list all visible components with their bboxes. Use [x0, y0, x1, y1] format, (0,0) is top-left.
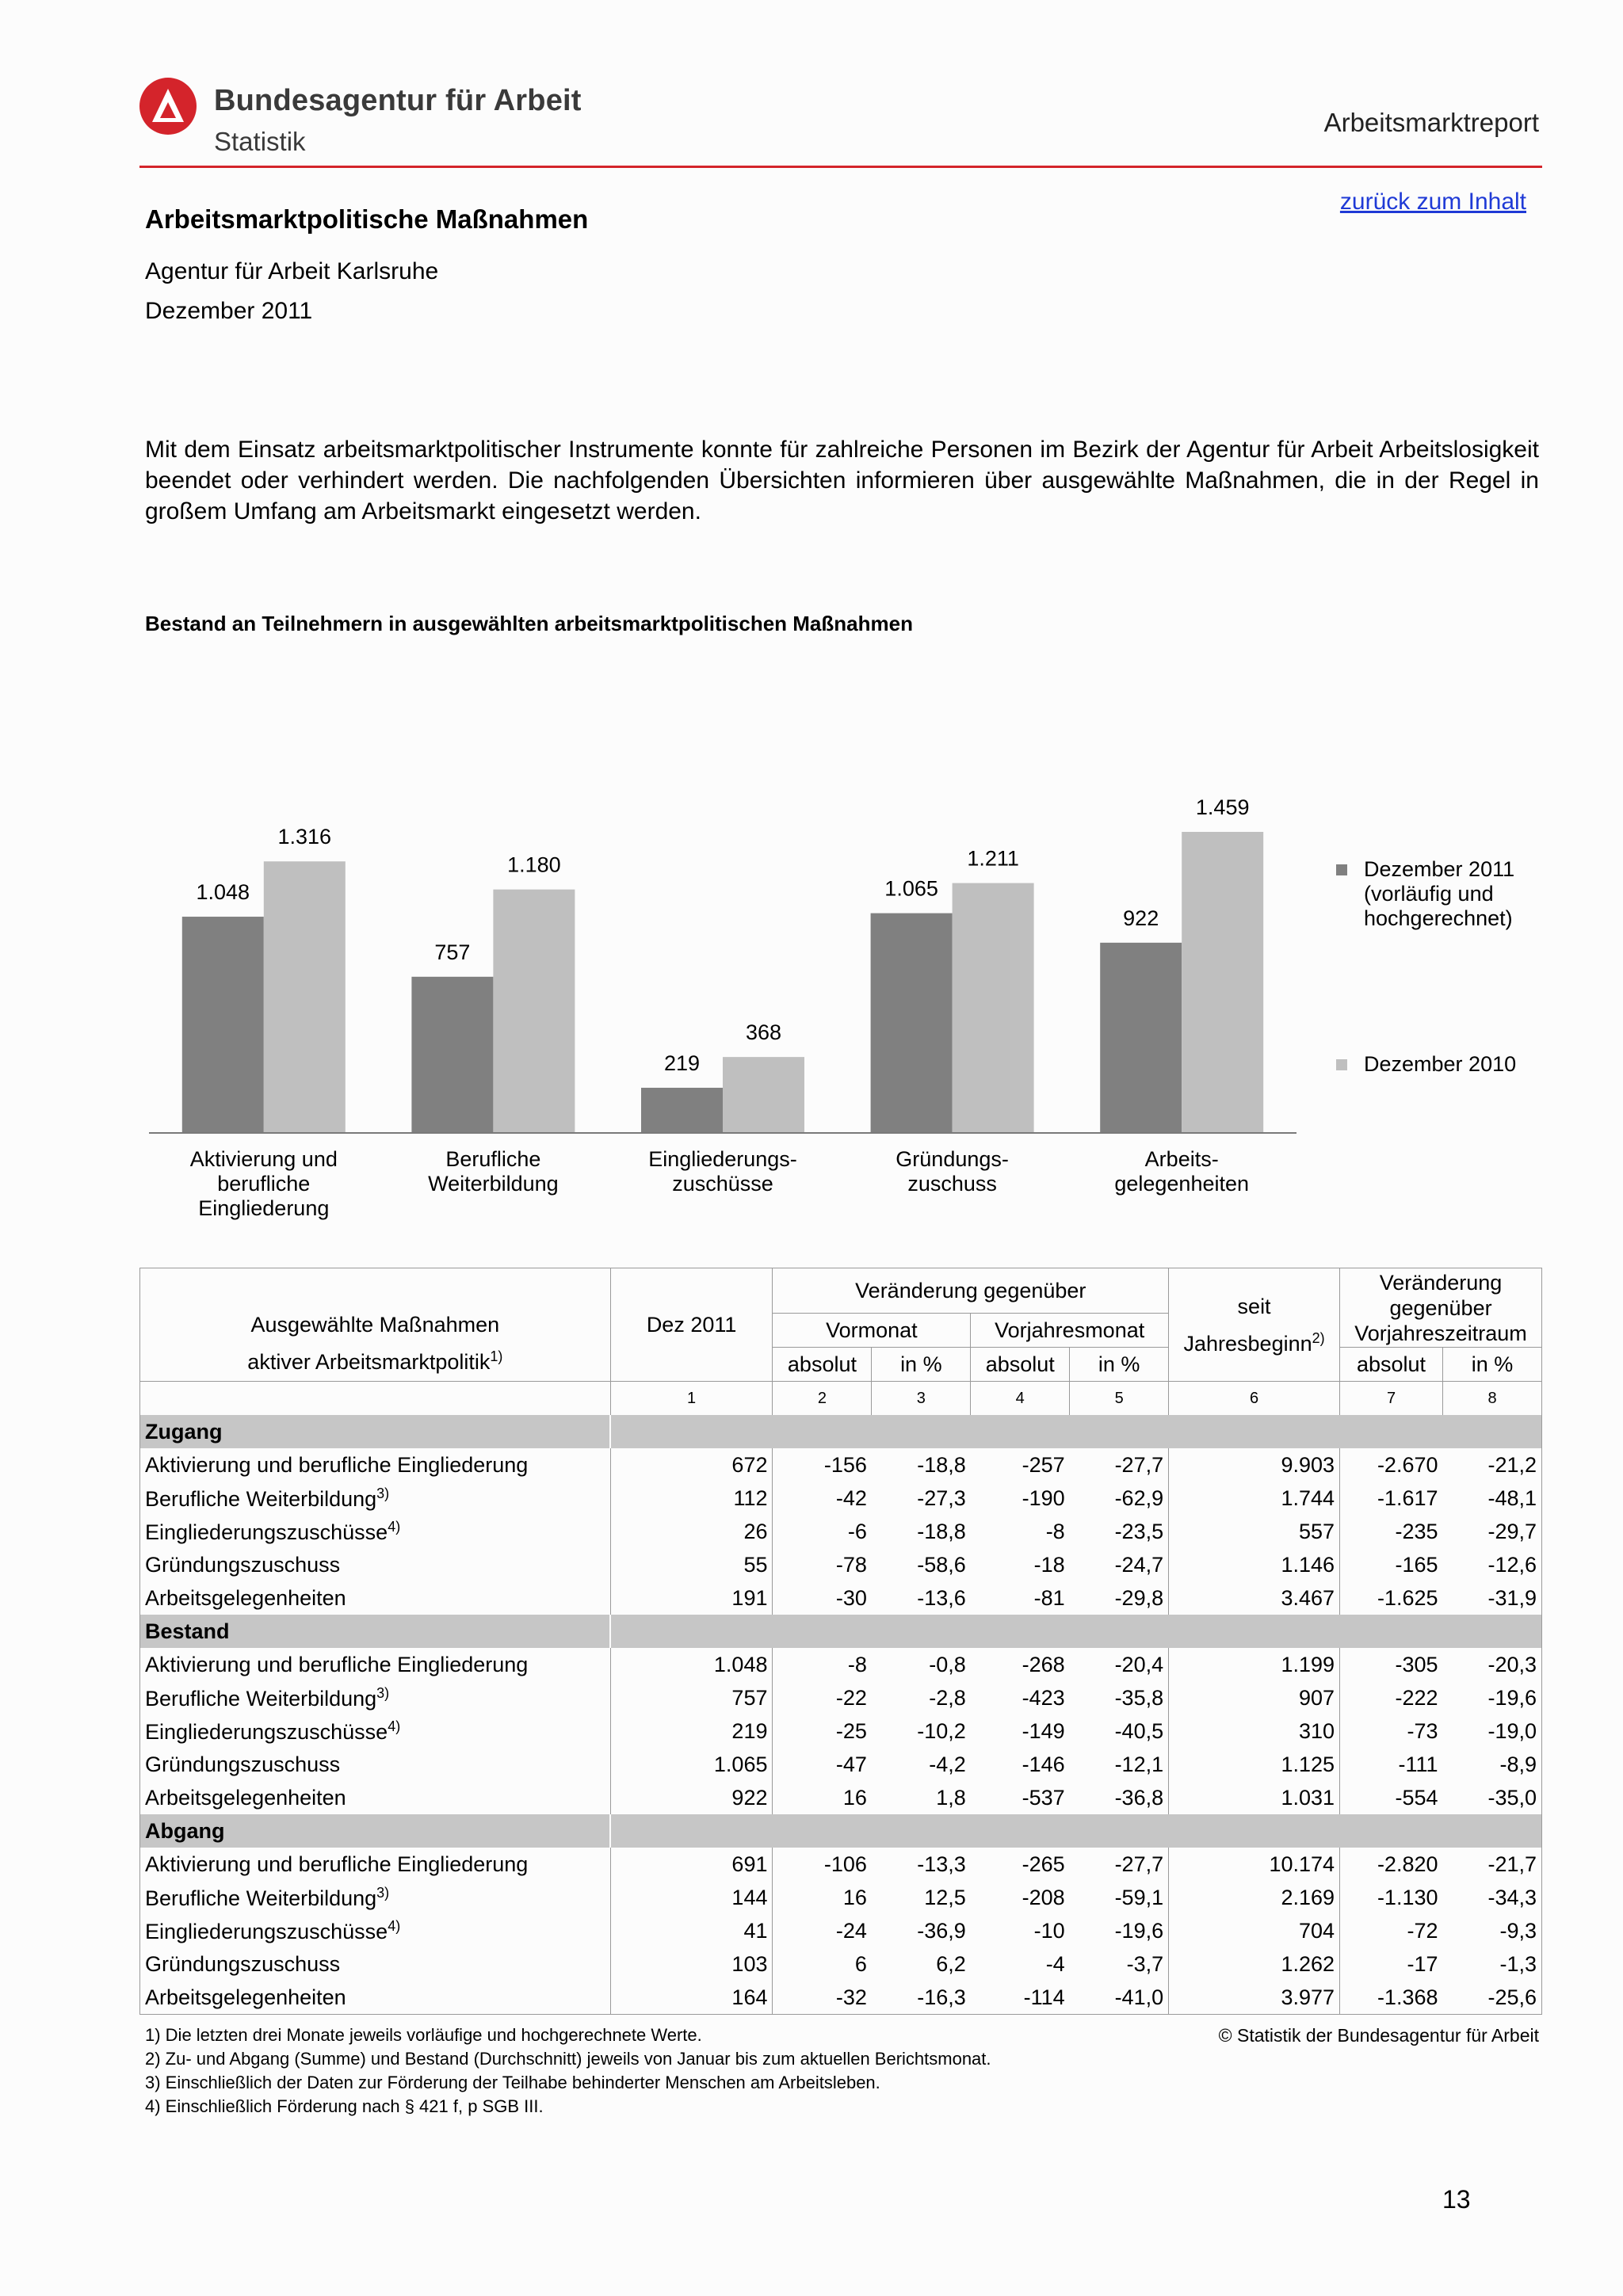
- cell-value: -17: [1340, 1947, 1443, 1981]
- report-title: Arbeitsmarktreport: [1323, 108, 1539, 137]
- legend-swatch: [1336, 864, 1347, 875]
- bar-value-label: 1.048: [196, 880, 250, 905]
- category-label-line: Arbeits-: [1144, 1147, 1219, 1171]
- table-row: [140, 1581, 1542, 1615]
- row-label-text: Berufliche Weiterbildung: [145, 1686, 377, 1711]
- cell-value: -47: [773, 1748, 872, 1781]
- row-label: [140, 1848, 611, 1881]
- cell-value: -19,0: [1487, 1718, 1537, 1743]
- cell-value: -3,7: [1126, 1951, 1164, 1976]
- bar-dez-2011: [641, 1088, 723, 1133]
- cell-value: -73: [1340, 1714, 1443, 1748]
- section-row: [140, 1415, 1542, 1448]
- footnote-1: 1) Die letzten drei Monate jeweils vorläufige und hochgerechnete Werte.: [145, 2025, 702, 2045]
- col-index: 4: [971, 1382, 1070, 1416]
- cell-value: 6,2: [936, 1951, 966, 1976]
- section-title: Abgang: [140, 1814, 611, 1848]
- cell-value: -18,8: [917, 1519, 966, 1543]
- cell-value: 6: [773, 1947, 872, 1981]
- cell-value: -78: [773, 1548, 872, 1581]
- row-label-text: Gründungszuschuss: [145, 1552, 341, 1577]
- bar-value-label: 1.459: [1195, 795, 1250, 819]
- cell-value: -22: [773, 1681, 872, 1714]
- table-row: [140, 1482, 1542, 1515]
- cell-value: -36,9: [917, 1918, 966, 1943]
- cell-value: -12,1: [1114, 1752, 1164, 1776]
- cell-value: -25,6: [1487, 1985, 1537, 2009]
- row-label: [140, 1448, 611, 1482]
- cell-value: -24: [773, 1914, 872, 1947]
- cell-value: -34,3: [1487, 1885, 1537, 1909]
- cell-value: -1.617: [1340, 1482, 1443, 1515]
- cell-value: -10,2: [917, 1718, 966, 1743]
- back-to-contents-link[interactable]: zurück zum Inhalt: [1339, 189, 1526, 215]
- bar-value-label: 1.180: [507, 852, 561, 877]
- cell-value: -19,6: [1114, 1918, 1164, 1943]
- page-number: 13: [1442, 2185, 1471, 2214]
- cell-value: 2.169: [1169, 1881, 1340, 1914]
- table-row: [140, 1681, 1542, 1714]
- table-row: [140, 1947, 1542, 1981]
- cell-value: -16,3: [917, 1985, 966, 2009]
- cell-value: -156: [773, 1448, 872, 1482]
- cell-value: -8,9: [1499, 1752, 1537, 1776]
- row-label: [140, 1914, 611, 1947]
- row-label: [140, 1881, 611, 1914]
- cell-value: -257: [1022, 1452, 1065, 1477]
- cell-value: -4,2: [929, 1752, 966, 1776]
- legend-label-line: Dezember 2010: [1364, 1052, 1517, 1076]
- legend-label-line: hochgerechnet): [1364, 906, 1513, 930]
- bar-value-label: 922: [1123, 906, 1159, 930]
- row-label: [140, 1482, 611, 1515]
- table-row: [140, 1781, 1542, 1814]
- cell-value: -27,7: [1114, 1452, 1164, 1477]
- table-row: [140, 1714, 1542, 1748]
- legend-label: [1364, 857, 1514, 931]
- bar-value-label: 757: [434, 940, 471, 964]
- cell-value: 144: [610, 1881, 773, 1914]
- cell-value: -13,6: [917, 1585, 966, 1610]
- cell-value: -8: [1045, 1519, 1065, 1543]
- row-label-text: Aktivierung und berufliche Eingliederung: [145, 1452, 529, 1477]
- bar-dez-2011: [871, 913, 953, 1133]
- bar-value-label: 219: [663, 1051, 701, 1075]
- table-row: [140, 1981, 1542, 2015]
- footnote-3: 3) Einschließlich der Daten zur Förderung der Teilhabe behinderter Menschen am Arbeitsleben.: [145, 2073, 880, 2092]
- category-label: [628, 1147, 818, 1196]
- col-header-pct: in %: [1070, 1348, 1169, 1382]
- col-index: 7: [1340, 1382, 1443, 1416]
- cell-value: 557: [1169, 1515, 1340, 1548]
- cell-value: -265: [1022, 1852, 1065, 1876]
- cell-value: -1.130: [1340, 1881, 1443, 1914]
- bar-dez-2011: [1100, 943, 1182, 1133]
- cell-value: 1.146: [1169, 1548, 1340, 1581]
- col-header-absolut: absolut: [773, 1348, 872, 1382]
- cell-value: -20,3: [1487, 1652, 1537, 1676]
- row-label-text: Arbeitsgelegenheiten: [145, 1985, 346, 2009]
- cell-value: 112: [610, 1482, 773, 1515]
- cell-value: 1.031: [1169, 1781, 1340, 1814]
- cell-value: -25: [773, 1714, 872, 1748]
- cell-value: -42: [773, 1482, 872, 1515]
- category-label: [169, 1147, 359, 1221]
- cell-value: -32: [773, 1981, 872, 2015]
- cell-value: -305: [1340, 1648, 1443, 1681]
- cell-value: -4: [1045, 1951, 1065, 1976]
- cell-value: -235: [1340, 1515, 1443, 1548]
- cell-value: 704: [1169, 1914, 1340, 1947]
- cell-value: -35,0: [1487, 1785, 1537, 1810]
- cell-value: -24,7: [1114, 1552, 1164, 1577]
- cell-value: -190: [1022, 1486, 1065, 1510]
- footnote-2: 2) Zu- und Abgang (Summe) und Bestand (Durchschnitt) jeweils von Januar bis zum aktuellen Berichtsmonat.: [145, 2049, 991, 2069]
- bar-value-label: 1.211: [967, 846, 1019, 871]
- cell-value: -29,8: [1114, 1585, 1164, 1610]
- footnote-ref: 4): [388, 1518, 401, 1535]
- table-row: [140, 1848, 1542, 1881]
- category-label-line: Eingliederung: [198, 1196, 330, 1220]
- category-label-line: zuschuss: [907, 1172, 997, 1196]
- col-header-dez: Dez 2011: [610, 1268, 773, 1382]
- cell-value: -8: [773, 1648, 872, 1681]
- cell-value: -21,2: [1487, 1452, 1537, 1477]
- cell-value: -48,1: [1487, 1486, 1537, 1510]
- cell-value: -0,8: [929, 1652, 966, 1676]
- category-label-line: Aktivierung und: [189, 1147, 338, 1171]
- bar-dez-2010: [723, 1057, 804, 1133]
- cell-value: -208: [1022, 1885, 1065, 1909]
- cell-value: -12,6: [1487, 1552, 1537, 1577]
- table-row: [140, 1881, 1542, 1914]
- cell-value: 1.744: [1169, 1482, 1340, 1515]
- footnote-4: 4) Einschließlich Förderung nach § 421 f, p SGB III.: [145, 2096, 544, 2116]
- legend-label-line: (vorläufig und: [1364, 882, 1494, 906]
- footnote-ref: 3): [376, 1884, 390, 1901]
- col-index: 5: [1070, 1382, 1169, 1416]
- cell-value: 1.125: [1169, 1748, 1340, 1781]
- cell-value: -81: [1033, 1585, 1065, 1610]
- row-label: [140, 1748, 611, 1781]
- table-row: [140, 1914, 1542, 1947]
- col-header-change: Veränderung gegenüber: [773, 1268, 1169, 1314]
- table-row: [140, 1548, 1542, 1581]
- cell-value: 3.977: [1169, 1981, 1340, 2015]
- cell-value: -114: [1023, 1985, 1065, 2009]
- cell-value: -111: [1340, 1748, 1443, 1781]
- section-title: Zugang: [140, 1415, 611, 1448]
- section-row: [140, 1814, 1542, 1848]
- row-label: [140, 1981, 611, 2015]
- cell-value: -149: [1022, 1718, 1065, 1743]
- cell-value: 12,5: [924, 1885, 966, 1909]
- row-label-text: Berufliche Weiterbildung: [145, 1886, 377, 1910]
- cell-value: -36,8: [1114, 1785, 1164, 1810]
- cell-value: -537: [1022, 1785, 1065, 1810]
- category-label-line: berufliche: [217, 1172, 311, 1196]
- chart-title: Bestand an Teilnehmern in ausgewählten arbeitsmarktpolitischen Maßnahmen: [145, 612, 913, 635]
- col-index: 6: [1169, 1382, 1340, 1416]
- cell-value: 1.048: [610, 1648, 773, 1681]
- section-title: Bestand: [140, 1615, 611, 1648]
- bar-value-label: 1.316: [277, 825, 332, 849]
- cell-value: 1,8: [936, 1785, 966, 1810]
- cell-value: -268: [1022, 1652, 1065, 1676]
- legend-label-line: Dezember 2011: [1364, 857, 1515, 881]
- col-index: 3: [872, 1382, 971, 1416]
- category-label: [857, 1147, 1048, 1196]
- col-index: 8: [1443, 1382, 1542, 1416]
- cell-value: -2.820: [1340, 1848, 1443, 1881]
- cell-value: 907: [1169, 1681, 1340, 1714]
- cell-value: 1.199: [1169, 1648, 1340, 1681]
- row-label: [140, 1781, 611, 1814]
- org-name: Bundesagentur für Arbeit: [214, 84, 582, 117]
- cell-value: -2.670: [1340, 1448, 1443, 1482]
- cell-value: -165: [1340, 1548, 1443, 1581]
- category-label-line: Eingliederungs-: [648, 1147, 797, 1171]
- category-label-line: Berufliche: [445, 1147, 541, 1171]
- row-label: [140, 1515, 611, 1548]
- bar-dez-2010: [264, 861, 346, 1133]
- page-title: Arbeitsmarktpolitische Maßnahmen: [145, 204, 589, 234]
- table-row: [140, 1515, 1542, 1548]
- cell-value: -146: [1022, 1752, 1065, 1776]
- category-label: [1086, 1147, 1277, 1196]
- cell-value: 1.262: [1169, 1947, 1340, 1981]
- cell-value: 16: [773, 1781, 872, 1814]
- cell-value: -13,3: [917, 1852, 966, 1876]
- cell-value: 922: [610, 1781, 773, 1814]
- footnote-ref: 3): [376, 1485, 390, 1501]
- row-label-text: Eingliederungszuschüsse: [145, 1719, 388, 1744]
- row-label: [140, 1714, 611, 1748]
- category-label-line: Weiterbildung: [428, 1172, 559, 1196]
- cell-value: 103: [610, 1947, 773, 1981]
- row-label-text: Arbeitsgelegenheiten: [145, 1585, 346, 1610]
- cell-value: 164: [610, 1981, 773, 2015]
- col-header-vormonat: Vormonat: [773, 1314, 971, 1348]
- cell-value: 191: [610, 1581, 773, 1615]
- cell-value: 691: [610, 1848, 773, 1881]
- cell-value: 219: [610, 1714, 773, 1748]
- bar-value-label: 1.065: [884, 876, 938, 901]
- cell-value: -1,3: [1499, 1951, 1537, 1976]
- col-header-pct: in %: [1443, 1348, 1542, 1382]
- cell-value: 757: [610, 1681, 773, 1714]
- agency-name: Agentur für Arbeit Karlsruhe: [145, 258, 439, 284]
- cell-value: -35,8: [1114, 1685, 1164, 1710]
- cell-value: -59,1: [1114, 1885, 1164, 1909]
- cell-value: -9,3: [1499, 1918, 1537, 1943]
- col-header-pct: in %: [872, 1348, 971, 1382]
- col-index: 2: [773, 1382, 872, 1416]
- col-index: 1: [610, 1382, 773, 1416]
- cell-value: -41,0: [1114, 1985, 1164, 2009]
- row-label-text: Gründungszuschuss: [145, 1951, 341, 1976]
- cell-value: -58,6: [917, 1552, 966, 1577]
- row-label: [140, 1681, 611, 1714]
- row-label-text: Aktivierung und berufliche Eingliederung: [145, 1852, 529, 1876]
- intro-paragraph: Mit dem Einsatz arbeitsmarktpolitischer Instrumente konnte für zahlreiche Personen im Bezirk der Agentur für Arbeit Arbeitslosigkeit beendet oder verhindert werden. Die nachfolgenden Übersichten informieren über ausgewählte Maßnahmen, die in der Regel in großem Umfang am Arbeitsmarkt eingesetzt werden.: [145, 437, 1539, 524]
- cell-value: -6: [773, 1515, 872, 1548]
- cell-value: -29,7: [1487, 1519, 1537, 1543]
- cell-value: -31,9: [1487, 1585, 1537, 1610]
- cell-value: -2,8: [929, 1685, 966, 1710]
- cell-value: -222: [1340, 1681, 1443, 1714]
- bar-dez-2010: [1182, 832, 1263, 1133]
- bar-dez-2011: [182, 917, 264, 1133]
- cell-value: -18: [1033, 1552, 1065, 1577]
- cell-value: -19,6: [1487, 1685, 1537, 1710]
- cell-value: -27,3: [917, 1486, 966, 1510]
- row-label: [140, 1548, 611, 1581]
- table-row: [140, 1448, 1542, 1482]
- category-label-line: Gründungs-: [896, 1147, 1009, 1171]
- bar-value-label: 368: [745, 1020, 782, 1045]
- col-header-absolut: absolut: [971, 1348, 1070, 1382]
- cell-value: -423: [1022, 1685, 1065, 1710]
- col-header-vorjahresmonat: Vorjahresmonat: [971, 1314, 1169, 1348]
- footnote-ref: 3): [376, 1684, 390, 1701]
- cell-value: 1.065: [610, 1748, 773, 1781]
- cell-value: -554: [1340, 1781, 1443, 1814]
- cell-value: 3.467: [1169, 1581, 1340, 1615]
- col-header-absolut: absolut: [1340, 1348, 1443, 1382]
- row-label-text: Arbeitsgelegenheiten: [145, 1785, 346, 1810]
- cell-value: -40,5: [1114, 1718, 1164, 1743]
- cell-value: 9.903: [1169, 1448, 1340, 1482]
- col-header-measures: Ausgewählte Maßnahmen aktiver Arbeitsmarktpolitik$^{1)}$: [247, 1313, 503, 1374]
- measures-table: [139, 1268, 1542, 2015]
- cell-value: -1.625: [1340, 1581, 1443, 1615]
- copyright: © Statistik der Bundesagentur für Arbeit: [1218, 2025, 1539, 2046]
- cell-value: -20,4: [1114, 1652, 1164, 1676]
- cell-value: -72: [1340, 1914, 1443, 1947]
- cell-value: 41: [610, 1914, 773, 1947]
- category-label: [398, 1147, 588, 1196]
- cell-value: 672: [610, 1448, 773, 1482]
- row-label: [140, 1947, 611, 1981]
- row-label-text: Gründungszuschuss: [145, 1752, 341, 1776]
- row-label: [140, 1648, 611, 1681]
- col-header-seit: seit Jahresbeginn$^{2)}$: [1169, 1268, 1340, 1382]
- cell-value: 10.174: [1169, 1848, 1340, 1881]
- legend-label: [1364, 1052, 1516, 1077]
- category-label-line: gelegenheiten: [1114, 1172, 1250, 1196]
- row-label: [140, 1581, 611, 1615]
- cell-value: -21,7: [1487, 1852, 1537, 1876]
- footnote-ref: 4): [388, 1917, 401, 1934]
- cell-value: 26: [610, 1515, 773, 1548]
- cell-value: -30: [773, 1581, 872, 1615]
- bar-dez-2011: [411, 977, 493, 1133]
- org-sub: Statistik: [214, 127, 306, 156]
- category-label-line: zuschüsse: [672, 1172, 773, 1196]
- table-row: [140, 1748, 1542, 1781]
- table-row: [140, 1648, 1542, 1681]
- cell-value: -23,5: [1114, 1519, 1164, 1543]
- cell-value: -1.368: [1340, 1981, 1443, 2015]
- bar-dez-2010: [953, 883, 1034, 1133]
- row-label-text: Eingliederungszuschüsse: [145, 1919, 388, 1943]
- row-label-text: Berufliche Weiterbildung: [145, 1486, 377, 1511]
- cell-value: 55: [610, 1548, 773, 1581]
- cell-value: -106: [773, 1848, 872, 1881]
- footnote-ref: 4): [388, 1718, 401, 1734]
- row-label-text: Eingliederungszuschüsse: [145, 1520, 388, 1544]
- legend-swatch: [1336, 1059, 1347, 1070]
- cell-value: -18,8: [917, 1452, 966, 1477]
- cell-value: 16: [773, 1881, 872, 1914]
- bar-dez-2010: [493, 890, 575, 1133]
- col-header-change-prior-period: Veränderung gegenüber Vorjahreszeitraum: [1340, 1268, 1542, 1348]
- cell-value: -27,7: [1114, 1852, 1164, 1876]
- cell-value: 310: [1169, 1714, 1340, 1748]
- cell-value: -62,9: [1114, 1486, 1164, 1510]
- cell-value: -10: [1033, 1918, 1065, 1943]
- report-period: Dezember 2011: [145, 298, 313, 324]
- row-label-text: Aktivierung und berufliche Eingliederung: [145, 1652, 529, 1676]
- section-row: [140, 1615, 1542, 1648]
